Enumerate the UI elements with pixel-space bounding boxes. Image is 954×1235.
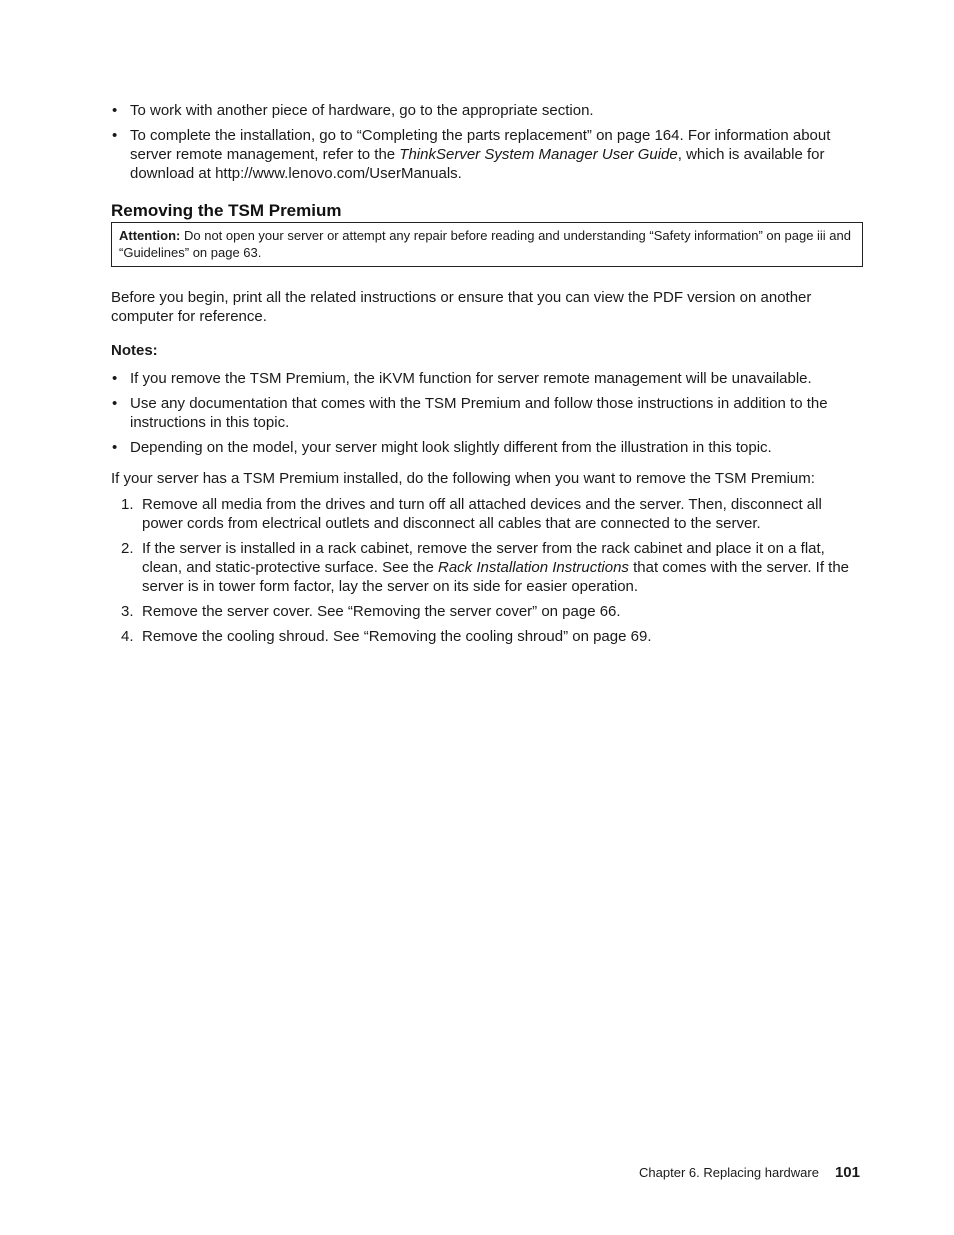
step-text: Remove the cooling shroud. See “Removing the cooling shroud” on page 69. [142,628,652,645]
note-text: If you remove the TSM Premium, the iKVM function for server remote management will be unavailable. [130,370,812,387]
note-text: Use any documentation that comes with the TSM Premium and follow those instructions in addition to the instructions in this topic. [130,395,828,431]
step-number: 1. [121,496,134,513]
chapter-label: Chapter 6. Replacing hardware [639,1165,819,1180]
before-you-begin-text: Before you begin, print all the related instructions or ensure that you can view the PDF version on another computer for reference. [111,289,812,325]
procedure-intro: If your server has a TSM Premium installed, do the following when you want to remove the TSM Premium: [111,470,815,487]
guide-title: ThinkServer System Manager User Guide [399,146,678,163]
page-number: 101 [834,1164,860,1181]
section-heading: Removing the TSM Premium [111,201,342,220]
step-text: that comes with the server. If the server is in tower form factor, lay the server on its side for easier operation. [142,559,850,595]
step-text: If the server is installed in a rack cabinet, remove the server from the rack cabinet and place it on a flat, clean, and static-protective surface. See the [142,540,825,576]
step-item [111,495,863,533]
attention-label: Attention: [119,228,181,243]
instructions-title: Rack Installation Instructions [438,559,629,576]
list-item [111,438,863,457]
step-item [111,602,863,621]
page-content [111,101,863,652]
step-item [111,539,863,596]
intro-bullet-list [111,101,863,183]
list-item [111,126,863,183]
step-number: 2. [121,540,134,557]
step-item [111,627,863,646]
list-item [111,394,863,432]
step-number: 4. [121,628,134,645]
notes-list [111,369,863,457]
step-text: Remove all media from the drives and turn off all attached devices and the server. Then, disconnect all power cords from electrical outlets and disconnect all cables that are connected to the server. [142,496,822,532]
attention-text: Do not open your server or attempt any repair before reading and understanding “Safety information” on page iii and “Guidelines” on page 63. [119,228,851,260]
attention-notice [111,222,863,267]
notes-label: Notes: [111,342,158,359]
list-item-text: To complete the installation, go to “Completing the parts replacement” on page 164. For information about server remote management, refer to the [130,127,831,163]
page-footer [639,1163,860,1182]
step-text: Remove the server cover. See “Removing the server cover” on page 66. [142,603,621,620]
note-text: Depending on the model, your server might look slightly different from the illustration in this topic. [130,439,772,456]
procedure-steps [111,495,863,646]
list-item [111,101,863,120]
step-number: 3. [121,603,134,620]
list-item-text: To work with another piece of hardware, go to the appropriate section. [130,102,594,119]
list-item [111,369,863,388]
list-item-text: , which is available for download at http://www.lenovo.com/UserManuals. [130,146,825,182]
